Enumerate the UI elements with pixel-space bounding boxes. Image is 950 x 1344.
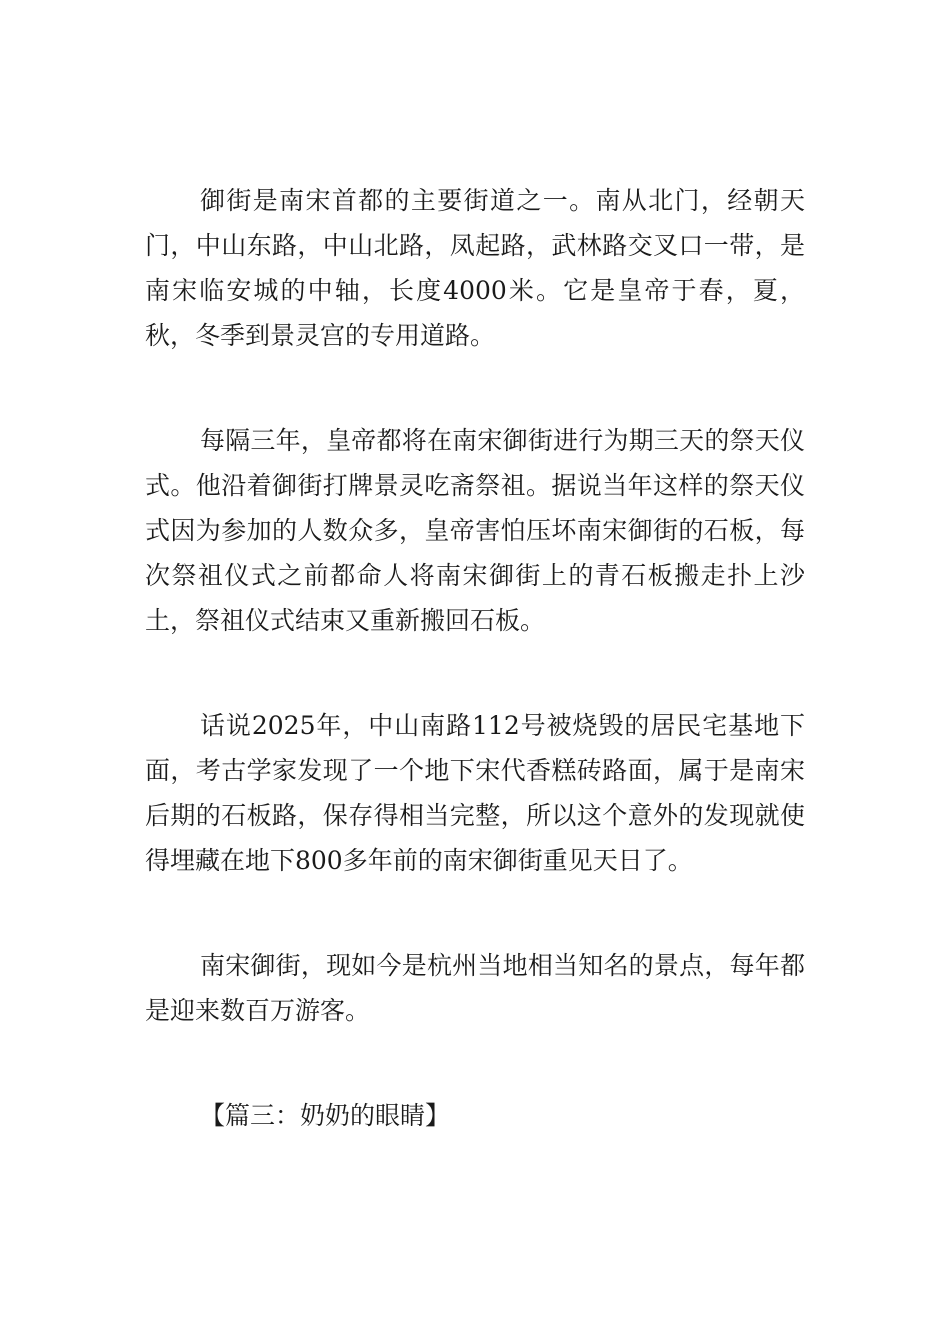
section-heading: 【篇三：奶奶的眼睛】 xyxy=(200,1101,451,1130)
paragraph-tourism: 南宋御街，现如今是杭州当地相当知名的景点，每年都是迎来数百万游客。 xyxy=(145,951,805,1025)
document-body xyxy=(145,178,805,1138)
paragraph-heaven-ritual: 每隔三年，皇帝都将在南宋御街进行为期三天的祭天仪式。他沿着御街打牌景灵吃斋祭祖。据说当年这样的祭天仪式因为参加的人数众多，皇帝害怕压坏南宋御街的石板，每次祭祖仪式之前都命人将南宋御街上的青石板搬走扑上沙土，祭祖仪式结束又重新搬回石板。 xyxy=(145,426,805,635)
paragraph-imperial-street: 御街是南宋首都的主要街道之一。南从北门，经朝天门，中山东路，中山北路，凤起路，武林路交叉口一带，是南宋临安城的中轴，长度4000米。它是皇帝于春，夏，秋，冬季到景灵宫的专用道路。 xyxy=(145,186,805,350)
paragraph-archaeology: 话说2025年，中山南路112号被烧毁的居民宅基地下面，考古学家发现了一个地下宋代香糕砖路面，属于是南宋后期的石板路，保存得相当完整，所以这个意外的发现就使得埋藏在地下800多年前的南宋御街重见天日了。 xyxy=(145,711,805,875)
